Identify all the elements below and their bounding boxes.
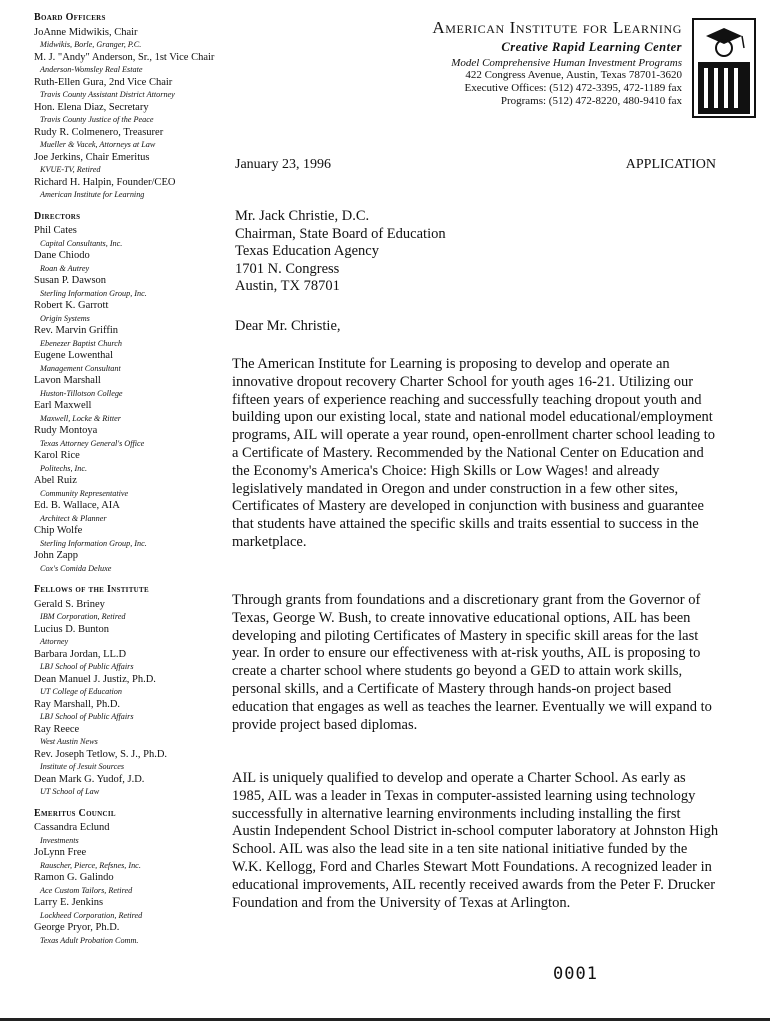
- address-line: Chairman, State Board of Education: [235, 225, 446, 242]
- member-affiliation: Mueller & Vacek, Attorneys at Law: [40, 140, 156, 149]
- roster-member: [34, 724, 239, 749]
- member-affiliation: Ace Custom Tailors, Retired: [40, 885, 133, 895]
- member-affiliation: KVUE-TV, Retired: [40, 165, 101, 174]
- member-name: Rev. Marvin Griffin: [34, 325, 118, 336]
- member-affiliation: Ebenezer Baptist Church: [40, 338, 123, 348]
- member-affiliation: Politechs, Inc.: [40, 463, 88, 473]
- member-name: Dean Mark G. Yudof, J.D.: [34, 773, 145, 785]
- roster-member: [34, 872, 239, 897]
- member-affiliation: Rauscher, Pierce, Refsnes, Inc.: [40, 860, 141, 870]
- member-name: Ray Reece: [34, 723, 80, 735]
- member-affiliation: Community Representative: [40, 488, 129, 498]
- page-number: 0001: [553, 964, 598, 984]
- roster-member: [34, 52, 239, 77]
- member-affiliation: Roan & Autrey: [40, 263, 90, 273]
- executive-offices: Executive Offices: (512) 472-3395, 472-1189 fax: [464, 82, 682, 94]
- member-name: Richard H. Halpin, Founder/CEO: [34, 176, 176, 188]
- roster-member: [34, 450, 239, 475]
- roster-member: [34, 749, 239, 774]
- org-name: American Institute for Learning: [432, 18, 682, 37]
- recipient-address: [235, 208, 446, 296]
- member-name: John Zapp: [34, 550, 79, 561]
- member-name: Larry E. Jenkins: [34, 897, 104, 908]
- roster-member: [34, 350, 239, 375]
- member-name: Susan P. Dawson: [34, 275, 107, 286]
- roster-member: [34, 152, 239, 177]
- paragraph-3: AIL is uniquely qualified to develop and operate a Charter School. As early as 1985, AIL was a leader in Texas in computer-assisted learning using technology successfully in alternative learning environments including installing the first Austin Independent School District in-school computer laboratory at Johnston High School. AIL was also the lead site in a ten site national initiative funded by the W.K. Kellogg, Ford and Charles Stewart Mott Foundations. A recognized leader in educational improvements, AIL recently received awards from the Peter F. Drucker Foundation and from the University of Texas at Arlington.: [232, 770, 719, 911]
- roster-member: [34, 500, 239, 525]
- member-name: Eugene Lowenthal: [34, 350, 114, 361]
- roster-member: [34, 599, 239, 624]
- member-affiliation: Huston-Tillotson College: [40, 388, 123, 398]
- member-name: Joe Jerkins, Chair Emeritus: [34, 151, 150, 163]
- roster-member: [34, 822, 239, 847]
- sidebar-roster: [34, 12, 239, 956]
- roster-member: [34, 624, 239, 649]
- member-name: Karol Rice: [34, 450, 80, 461]
- member-name: Phil Cates: [34, 225, 77, 236]
- address-line: Austin, TX 78701: [235, 278, 340, 294]
- roster-member: [34, 649, 239, 674]
- member-affiliation: Texas Adult Probation Comm.: [40, 935, 139, 945]
- member-name: Ed. B. Wallace, AIA: [34, 500, 120, 511]
- address-line: 1701 N. Congress: [235, 260, 340, 277]
- member-affiliation: Anderson-Womsley Real Estate: [40, 65, 143, 74]
- member-name: JoLynn Free: [34, 847, 87, 858]
- roster-member: [34, 300, 239, 325]
- member-name: Barbara Jordan, LL.D: [34, 648, 127, 660]
- roster-member: [34, 325, 239, 350]
- member-affiliation: UT School of Law: [40, 787, 100, 796]
- directors-section: [34, 211, 239, 576]
- center-name: Creative Rapid Learning Center: [501, 40, 682, 54]
- roster-member: [34, 375, 239, 400]
- roster-member: [34, 699, 239, 724]
- member-name: Rudy R. Colmenero, Treasurer: [34, 126, 164, 138]
- fellows-section: [34, 584, 239, 799]
- roster-member: [34, 177, 239, 202]
- member-name: George Pryor, Ph.D.: [34, 922, 120, 933]
- member-name: Rev. Joseph Tetlow, S. J., Ph.D.: [34, 748, 168, 760]
- member-affiliation: Maxwell, Locke & Ritter: [40, 413, 121, 423]
- member-affiliation: Travis County Assistant District Attorney: [40, 90, 175, 99]
- roster-member: [34, 400, 239, 425]
- section-heading: Fellows of the Institute: [34, 584, 149, 595]
- member-affiliation: Architect & Planner: [40, 513, 107, 523]
- roster-member: [34, 425, 239, 450]
- member-name: Robert K. Garrott: [34, 300, 109, 311]
- member-affiliation: American Institute for Learning: [40, 190, 145, 199]
- member-name: Dane Chiodo: [34, 250, 90, 261]
- member-name: Dean Manuel J. Justiz, Ph.D.: [34, 673, 156, 685]
- member-affiliation: Sterling Information Group, Inc.: [40, 538, 147, 548]
- member-affiliation: Investments: [40, 835, 79, 845]
- member-affiliation: UT College of Education: [40, 687, 122, 696]
- roster-member: [34, 774, 239, 799]
- member-affiliation: IBM Corporation, Retired: [40, 612, 126, 621]
- roster-member: [34, 102, 239, 127]
- member-affiliation: Sterling Information Group, Inc.: [40, 288, 147, 298]
- member-affiliation: Attorney: [40, 637, 69, 646]
- member-affiliation: Texas Attorney General's Office: [40, 438, 145, 448]
- paragraph-2: Through grants from foundations and a discretionary grant from the Governor of Texas, George W. Bush, to create innovative educational options, AIL has been developing and piloting Certificates of Mastery in specific skill areas for the last year. In order to ensure our effectiveness with at-risk youths, AIL is proposing to create a charter school where students go beyond a GED to attain work skills, personal skills, and a Certificate of Mastery through hands-on project based education that engages as well as teaches the learner. Eventually we will expand to provide project based diplomas.: [232, 592, 712, 733]
- member-affiliation: Origin Systems: [40, 313, 90, 323]
- roster-member: [34, 475, 239, 500]
- section-heading: Board Officers: [34, 12, 106, 23]
- member-name: Hon. Elena Diaz, Secretary: [34, 101, 149, 113]
- member-name: Earl Maxwell: [34, 400, 92, 411]
- roster-member: [34, 847, 239, 872]
- address-line: Texas Education Agency: [235, 243, 379, 259]
- roster-member: [34, 250, 239, 275]
- roster-member: [34, 127, 239, 152]
- member-affiliation: Capital Consultants, Inc.: [40, 238, 123, 248]
- letterhead: [432, 18, 682, 108]
- roster-member: [34, 922, 239, 947]
- address-line: Mr. Jack Christie, D.C.: [235, 208, 370, 224]
- member-name: Lavon Marshall: [34, 375, 101, 386]
- emeritus-section: [34, 808, 239, 948]
- member-name: Cassandra Eclund: [34, 822, 110, 833]
- roster-member: [34, 525, 239, 550]
- programs-phone: Programs: (512) 472-8220, 480-9410 fax: [500, 95, 682, 107]
- member-affiliation: Cox's Comida Deluxe: [40, 563, 112, 573]
- roster-member: [34, 275, 239, 300]
- letter-date: January 23, 1996: [235, 157, 332, 172]
- roster-member: [34, 77, 239, 102]
- member-affiliation: LBJ School of Public Affairs: [40, 712, 134, 721]
- section-heading: Emeritus Council: [34, 807, 116, 819]
- member-affiliation: LBJ School of Public Affairs: [40, 662, 134, 671]
- section-heading: Directors: [34, 210, 81, 222]
- member-name: Ramon G. Galindo: [34, 872, 114, 883]
- member-name: M. J. "Andy" Anderson, Sr., 1st Vice Chair: [34, 51, 215, 63]
- member-name: Lucius D. Bunton: [34, 623, 109, 635]
- member-affiliation: Management Consultant: [40, 363, 121, 373]
- bottom-rule: [0, 1018, 770, 1021]
- salutation: Dear Mr. Christie,: [235, 318, 341, 334]
- member-affiliation: Midwikis, Borle, Granger, P.C.: [40, 40, 142, 49]
- org-address: 422 Congress Avenue, Austin, Texas 78701-3620: [465, 69, 682, 81]
- ail-logo-icon: [692, 18, 756, 118]
- roster-member: [34, 897, 239, 922]
- roster-member: [34, 674, 239, 699]
- member-name: Ray Marshall, Ph.D.: [34, 698, 121, 710]
- member-name: Gerald S. Briney: [34, 598, 105, 610]
- roster-member: [34, 225, 239, 250]
- member-affiliation: Lockheed Corporation, Retired: [40, 910, 143, 920]
- member-affiliation: West Austin News: [40, 737, 98, 746]
- paragraph-1: The American Institute for Learning is proposing to develop and operate an innovative dropout recovery Charter School for youth ages 16-21. Utilizing our fifteen years of experience reaching and successfully teaching dropout youth and building upon our existing local, state and national model educational/employment programs, AIL will operate a year round, open-enrollment charter school leading to a Certificate of Mastery. Recommended by the National Center on Education and the Economy's America's Choice: High Skills or Low Wages! and already legislatively mandated in Oregon and under construction in a few other sites, Certificates of Mastery are developed in conjunction with business and guarantee that students have attained the specific skills and traits essential to success in the marketplace.: [232, 356, 716, 550]
- member-name: Abel Ruiz: [34, 475, 77, 486]
- member-affiliation: Travis County Justice of the Peace: [40, 115, 154, 124]
- member-name: Chip Wolfe: [34, 525, 83, 536]
- board-officers-section: [34, 12, 239, 202]
- member-name: Rudy Montoya: [34, 425, 98, 436]
- application-label: APPLICATION: [625, 157, 716, 172]
- member-name: JoAnne Midwikis, Chair: [34, 26, 138, 38]
- roster-member: [34, 550, 239, 575]
- member-name: Ruth-Ellen Gura, 2nd Vice Chair: [34, 76, 173, 88]
- org-subtitle: Model Comprehensive Human Investment Programs: [451, 57, 682, 69]
- member-affiliation: Institute of Jesuit Sources: [40, 762, 125, 771]
- roster-member: [34, 27, 239, 52]
